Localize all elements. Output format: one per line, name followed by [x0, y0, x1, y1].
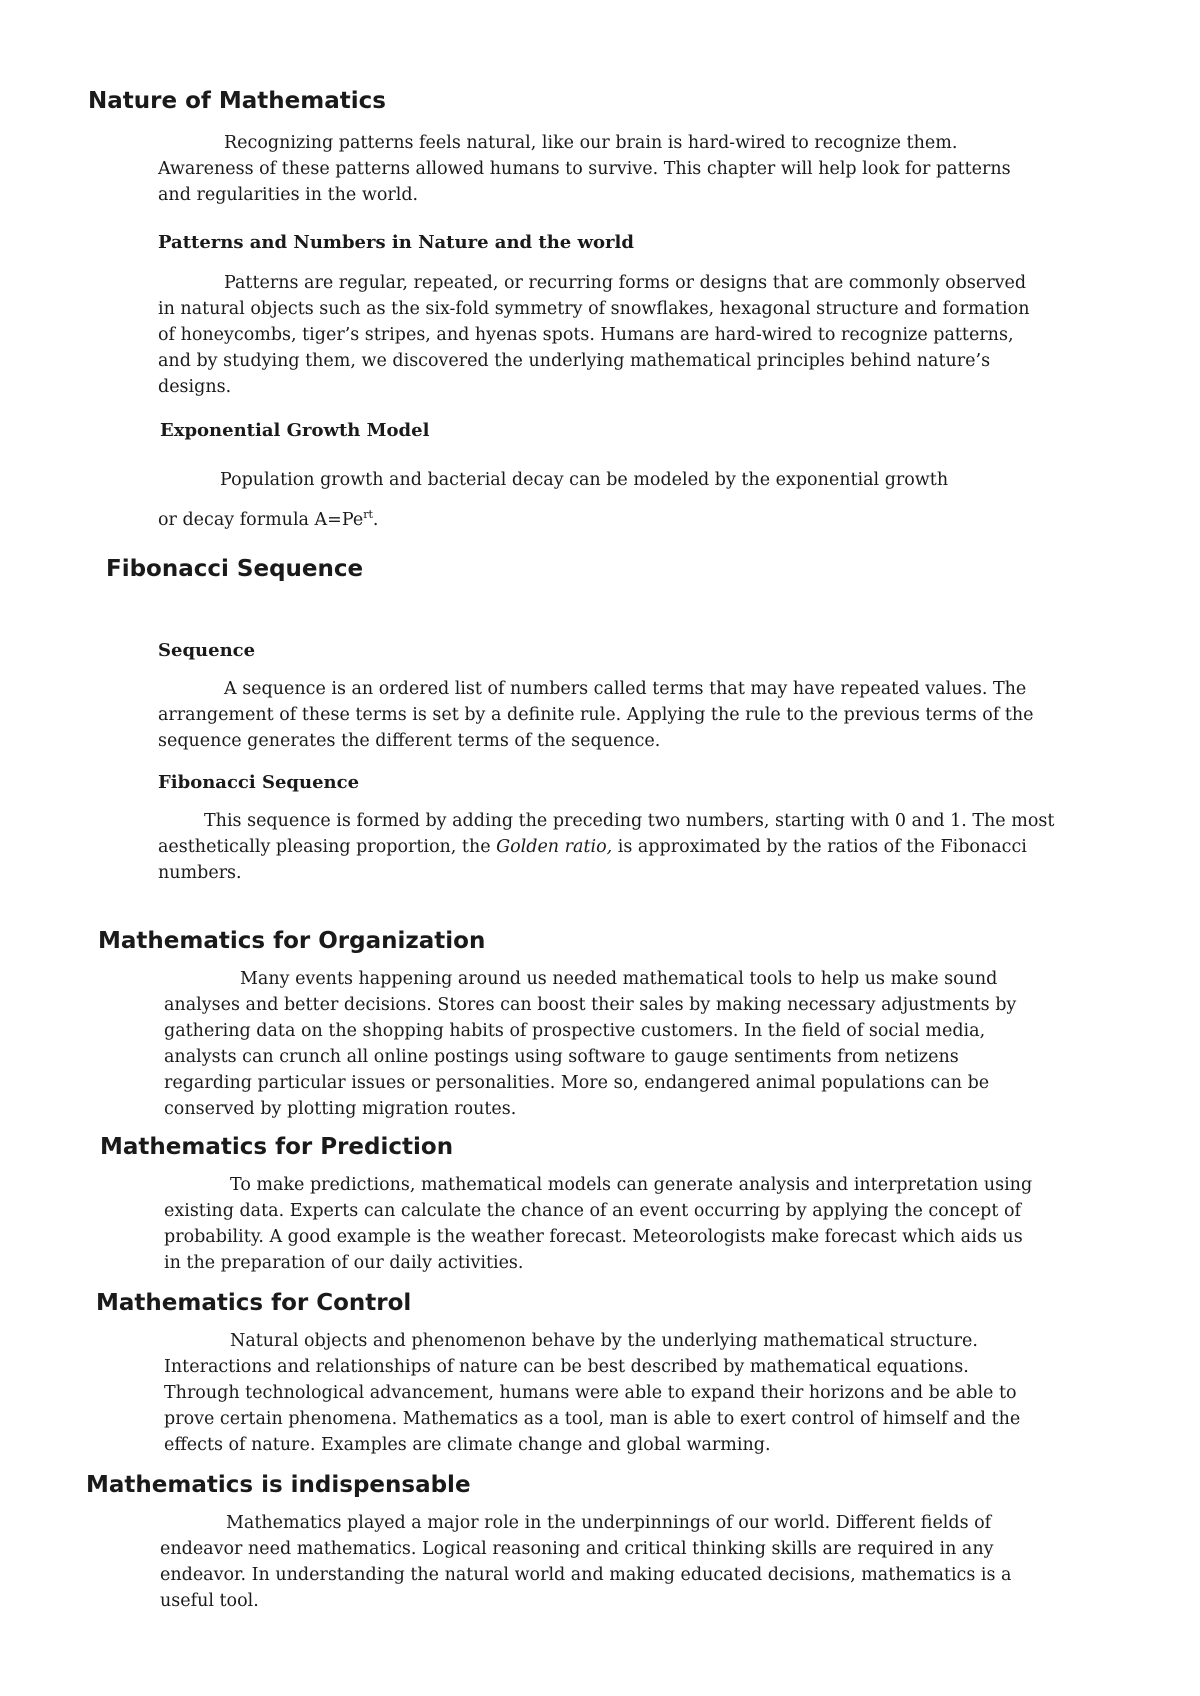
growth-end: .: [372, 510, 379, 530]
paragraph-patterns: [158, 270, 1038, 400]
growth-text-line2: or decay formula A=Pe: [158, 510, 364, 530]
paragraph-fibonacci: [158, 808, 1058, 886]
subheading-fibonacci: Fibonacci Sequence: [158, 772, 360, 793]
patterns-text: Patterns are regular, repeated, or recurring forms or designs that are commonly observed in natural objects such as the six-fold symmetry of snowflakes, hexagonal structure and formation of honeycombs, tiger’s stripes, and hyenas spots. Humans are hard-wired to recognize patterns, and by studying them, we discovered the underlying mathematical principles behind nature’s designs.: [158, 273, 1030, 397]
section-title-nature: Nature of Mathematics: [88, 88, 386, 114]
subheading-sequence: Sequence: [158, 640, 256, 661]
paragraph-growth: [158, 460, 1058, 540]
section-title-prediction: Mathematics for Prediction: [100, 1134, 454, 1160]
subheading-patterns: Patterns and Numbers in Nature and the world: [158, 232, 634, 253]
section-title-control: Mathematics for Control: [96, 1290, 412, 1316]
indispensable-text: Mathematics played a major role in the underpinnings of our world. Different fields of endeavor need mathematics. Logical reasoning and critical thinking skills are required in any endeavor. In understanding the natural world and making educated decisions, mathematics is a useful tool.: [160, 1513, 1012, 1611]
subheading-growth: Exponential Growth Model: [160, 420, 430, 441]
section-title-organization: Mathematics for Organization: [98, 928, 486, 954]
prediction-text: To make predictions, mathematical models can generate analysis and interpretation using existing data. Experts can calculate the chance of an event occurring by applying the concept of probability. A good example is the weather forecast. Meteorologists make forecast which aids us in the preparation of our daily activities.: [164, 1175, 1033, 1273]
paragraph-organization: [164, 966, 1044, 1122]
nature-intro-text: Recognizing patterns feels natural, like our brain is hard-wired to recognize them. Awareness of these patterns allowed humans to survive. This chapter will help look for patterns and regularities in the world.: [158, 133, 1011, 205]
paragraph-prediction: [164, 1172, 1044, 1276]
organization-text: Many events happening around us needed mathematical tools to help us make sound analyses and better decisions. Stores can boost their sales by making necessary adjustments by gathering data on the shopping habits of prospective customers. In the field of social media, analysts can crunch all online postings using software to gauge sentiments from netizens regarding particular issues or personalities. More so, endangered animal populations can be conserved by plotting migration routes.: [164, 969, 1017, 1119]
growth-exponent: rt: [363, 508, 373, 522]
control-text: Natural objects and phenomenon behave by the underlying mathematical structure. Interactions and relationships of nature can be best described by mathematical equations. Through technological advancement, humans were able to expand their horizons and be able to prove certain phenomena. Mathematics as a tool, man is able to exert control of himself and the effects of nature. Examples are climate change and global warming.: [164, 1331, 1021, 1455]
fibonacci-text-a: This sequence is formed by adding the preceding two numbers, starting with 0 and 1. The most aesthetically pleasing proportion, the: [158, 811, 1055, 857]
sequence-text: A sequence is an ordered list of numbers called terms that may have repeated values. The arrangement of these terms is set by a definite rule. Applying the rule to the previous terms of the sequence generates the different terms of the sequence.: [158, 679, 1034, 751]
section-title-indispensable: Mathematics is indispensable: [86, 1472, 471, 1498]
growth-text-line1: Population growth and bacterial decay can be modeled by the exponential growth: [220, 470, 949, 490]
fibonacci-text-b: is approximated by the ratios of the Fibonacci numbers.: [158, 837, 1027, 883]
golden-ratio-text: Golden ratio,: [496, 837, 613, 857]
paragraph-nature-intro: [158, 130, 1038, 208]
paragraph-sequence: [158, 676, 1038, 754]
section-title-fibonacci: Fibonacci Sequence: [106, 556, 364, 582]
paragraph-control: [164, 1328, 1044, 1458]
paragraph-indispensable: [160, 1510, 1040, 1614]
